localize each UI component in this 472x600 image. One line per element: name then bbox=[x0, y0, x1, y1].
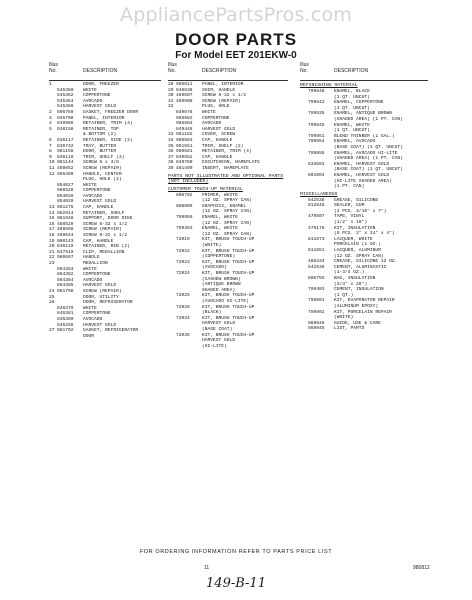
illus-number: 15 bbox=[49, 216, 55, 222]
illus-number: 8 bbox=[49, 149, 52, 155]
part-description: & BOTTOM (2) bbox=[83, 132, 117, 138]
part-number: 981702 bbox=[57, 328, 74, 334]
part-description: DOOR bbox=[83, 333, 95, 339]
part-number: 72034 bbox=[176, 315, 190, 321]
part-number: 72035 bbox=[176, 332, 190, 338]
illus-number: 25 bbox=[49, 294, 55, 300]
part-description: (HI-LITE SHADED AREA) bbox=[334, 178, 392, 184]
part-description: KIT, BRUSH TOUCH-UP bbox=[202, 271, 255, 276]
part-description: LACQUER, WHITE bbox=[334, 236, 373, 242]
part-number: 836742 bbox=[57, 143, 74, 149]
part-description: (SHADED AREA) (1 PT. CAN) bbox=[334, 156, 403, 162]
part-number: 985682 bbox=[176, 115, 193, 121]
part-number: 489852 bbox=[57, 165, 74, 171]
illus-number: 29 bbox=[168, 87, 174, 93]
part-number: 836119 bbox=[57, 244, 74, 250]
part-description: SCREW 6-32 x 1/2 bbox=[83, 221, 128, 227]
model-subtitle: For Model EET 201EKW-0 bbox=[175, 50, 297, 61]
part-number: 545366 bbox=[57, 104, 74, 110]
part-row bbox=[168, 166, 288, 172]
part-description: DOOR, FREEZER bbox=[83, 82, 119, 87]
part-number: 864382 bbox=[57, 272, 74, 278]
part-description: (BASE COAT) bbox=[202, 326, 233, 332]
illus-number: 13 bbox=[49, 205, 55, 211]
part-description: ENAMEL, WHITE bbox=[202, 215, 238, 221]
part-description: KIT, BRUSH TOUCH-UP bbox=[202, 315, 255, 321]
part-description: RETAINER, TOP bbox=[83, 126, 119, 132]
illus-number: 22 bbox=[49, 255, 55, 261]
illus-number: 18 bbox=[49, 233, 55, 239]
part-description: GASKET, FREEZER DOOR bbox=[83, 109, 139, 115]
part-number: 72025 bbox=[176, 293, 190, 299]
part-description: PLUG, HOLE (2) bbox=[83, 177, 122, 183]
part-description: SCREW 6-32 x 1/2 bbox=[202, 93, 247, 99]
part-description: INSERT, NAMEPLATE bbox=[202, 165, 249, 171]
part-number: 864384 bbox=[57, 277, 74, 283]
column-header bbox=[300, 62, 428, 81]
part-description: HARVEST GOLD bbox=[83, 283, 117, 289]
part-number: 980583 bbox=[176, 137, 193, 143]
part-number: 489608 bbox=[176, 98, 193, 104]
part-description: (WHITE) bbox=[334, 315, 354, 321]
part-description: (1 QT. UNCUT) bbox=[334, 105, 370, 111]
part-description: RETAINER, RIB (2) bbox=[83, 244, 130, 250]
part-description: CEMENT, INSULATION bbox=[334, 287, 384, 293]
part-description: (AVOCADO) bbox=[202, 265, 227, 271]
part-number: 846379 bbox=[57, 305, 74, 311]
part-number: 799855 bbox=[308, 150, 325, 156]
part-number: 985611 bbox=[176, 82, 193, 87]
part-number: 849986 bbox=[57, 121, 74, 127]
part-number: 806806 bbox=[176, 203, 193, 209]
part-description: CLIP, MEDALLION bbox=[83, 249, 125, 255]
part-description: AVOCADO bbox=[83, 193, 103, 199]
illus-number: 14 bbox=[49, 210, 55, 216]
part-description: MEDALLION bbox=[83, 261, 108, 266]
part-description: WHITE bbox=[83, 305, 97, 311]
part-description: HANDLE bbox=[83, 255, 100, 261]
part-description: (AVOCADO HI-LITE) bbox=[202, 298, 249, 304]
part-description: RETAINER, SIDE (2) bbox=[83, 137, 133, 143]
illus-number: 34 bbox=[168, 137, 174, 143]
part-number: 799383 bbox=[176, 226, 193, 232]
part-description: ENAMEL, AVOCADO HI-LITE bbox=[334, 150, 398, 156]
part-description: COPPERTONE bbox=[83, 272, 111, 278]
part-number: 864385 bbox=[57, 283, 74, 289]
part-number: 864383 bbox=[57, 266, 74, 272]
part-description: TRIM, SHELF (2) bbox=[202, 143, 244, 149]
part-description: (WHITE) bbox=[202, 243, 222, 249]
part-description: RETAINER, TRIM (4) bbox=[83, 121, 133, 127]
part-description: COPPERTONE bbox=[83, 311, 111, 317]
part-number: 836117 bbox=[57, 137, 74, 143]
illus-number: 19 bbox=[49, 238, 55, 244]
part-description: (CASHEW BROWN) bbox=[202, 276, 241, 282]
part-description: KIT, BRUSH TOUCH-UP bbox=[202, 259, 255, 265]
part-description: (2 PCS. 3/16" x 7") bbox=[334, 208, 387, 214]
part-description: (SHADED AREA) (1 PT. CAN) bbox=[334, 116, 403, 122]
part-number: 938158 bbox=[57, 126, 74, 132]
handwritten-note: 149-B-11 bbox=[206, 576, 266, 591]
part-number: 980581 bbox=[176, 149, 193, 155]
part-description: CAP, HANDLE bbox=[202, 137, 233, 143]
part-number: 799801 bbox=[308, 298, 325, 304]
illus-number: 35 bbox=[168, 143, 174, 149]
header-no: No. bbox=[49, 68, 57, 74]
part-description: CEMENT, ALUMINASTIC bbox=[334, 264, 387, 270]
part-number: 486434 bbox=[308, 259, 325, 265]
part-description: GRAPHICS, ENAMEL bbox=[202, 203, 247, 209]
part-description: ENAMEL, AVOCADO bbox=[334, 139, 376, 145]
illus-number: 6 bbox=[49, 137, 52, 143]
part-number: 988945 bbox=[308, 326, 325, 332]
illus-number: 28 bbox=[168, 82, 174, 87]
part-number: 799845 bbox=[308, 122, 325, 128]
illus-number: 16 bbox=[49, 221, 55, 227]
part-description: KIT, BRUSH TOUCH-UP bbox=[202, 293, 255, 299]
part-number: 981158 bbox=[57, 149, 74, 155]
illus-number: 2 bbox=[49, 109, 52, 115]
part-number: 811851 bbox=[308, 248, 325, 254]
page-title: DOOR PARTS bbox=[174, 30, 298, 49]
part-number: 811873 bbox=[308, 236, 325, 242]
part-description: DOOR, UTILITY bbox=[83, 294, 119, 300]
part-description: SUPPORT, DOOR DIKE bbox=[83, 216, 133, 222]
part-description: DOOR, REFRIGERATOR bbox=[83, 300, 133, 306]
header-illus: Illus bbox=[49, 62, 58, 68]
part-number: 799848 bbox=[308, 89, 325, 94]
part-number: 836118 bbox=[57, 154, 74, 160]
column-header bbox=[49, 62, 161, 81]
part-description: PANEL, INTERIOR bbox=[83, 115, 125, 121]
illus-number: 37 bbox=[168, 154, 174, 160]
illus-number: 4 bbox=[49, 121, 52, 127]
parts-column-2 bbox=[168, 62, 288, 349]
illus-number: 10 bbox=[49, 160, 55, 166]
header-description: DESCRIPTION bbox=[202, 68, 237, 74]
part-description: WHITE bbox=[83, 182, 97, 188]
part-description: SEALER, GUM bbox=[334, 203, 365, 209]
part-number: 981275 bbox=[57, 205, 74, 211]
part-number: 980607 bbox=[57, 255, 74, 261]
part-description: AVOCADO bbox=[83, 316, 103, 322]
part-number: 846381 bbox=[57, 311, 74, 317]
part-description: (HI-LITE) bbox=[202, 343, 227, 349]
part-number: 945708 bbox=[57, 115, 74, 121]
part-number: 896769 bbox=[57, 109, 74, 115]
part-description: KIT, BRUSH TOUCH-UP bbox=[202, 248, 255, 254]
header-description: DESCRIPTION bbox=[83, 68, 118, 74]
illus-number: 26 bbox=[49, 300, 55, 306]
part-description: COVER, SCREW bbox=[202, 132, 236, 138]
part-description: SCREW (REPAIR) bbox=[83, 288, 122, 294]
part-number: 854027 bbox=[57, 182, 74, 188]
part-description: (12 OZ. SPRAY CAN) bbox=[202, 231, 252, 237]
illus-number: 24 bbox=[49, 288, 55, 294]
part-description: (3/4" x 28") bbox=[334, 281, 368, 287]
part-description: ENAMEL, WHITE bbox=[202, 226, 238, 232]
part-description: HARVEST GOLD bbox=[83, 199, 117, 205]
illus-number: 30 bbox=[168, 93, 174, 99]
part-description: KIT, INSULATION bbox=[334, 225, 376, 231]
part-description: SHADED AREA) bbox=[202, 287, 236, 293]
part-description: COPPERTONE bbox=[83, 93, 111, 99]
part-description: CAP, HANDLE bbox=[202, 154, 233, 160]
part-number: 481499 bbox=[176, 165, 193, 171]
part-description: TRIM, SHELF (3) bbox=[83, 154, 125, 160]
part-description: (ANTIQUE BROWN bbox=[202, 282, 241, 288]
part-row bbox=[300, 326, 428, 332]
illus-number: 20 bbox=[49, 244, 55, 250]
part-description: PANEL, INTERIOR bbox=[202, 82, 244, 87]
part-number: 489644 bbox=[57, 233, 74, 239]
part-number: 479176 bbox=[308, 225, 325, 231]
part-number: 981948 bbox=[57, 216, 74, 222]
part-description: PORCELAIN (1 OZ.) bbox=[334, 242, 381, 248]
part-row bbox=[300, 184, 428, 190]
part-number: 799935 bbox=[308, 111, 325, 117]
part-number: 72024 bbox=[176, 271, 190, 276]
part-description: KIT, EVAPORATOR REPAIR bbox=[334, 298, 395, 304]
part-number: 981551 bbox=[176, 143, 193, 149]
illus-number: 9 bbox=[49, 154, 52, 160]
part-description: LACQUER, ALUMINUM bbox=[334, 248, 381, 254]
header-illus: Illus bbox=[168, 62, 177, 68]
part-number: 849780 bbox=[176, 160, 193, 166]
illus-number: 39 bbox=[168, 165, 174, 171]
part-number: 986499 bbox=[57, 171, 74, 177]
part-row bbox=[168, 344, 288, 350]
document-code: 980812 bbox=[413, 565, 430, 571]
part-number: 488529 bbox=[57, 221, 74, 227]
header-illus: Illus bbox=[300, 62, 309, 68]
part-description: SCREW 6 x 3/8 bbox=[83, 160, 119, 166]
part-number: 986528 bbox=[57, 188, 74, 194]
part-number: 545364 bbox=[57, 98, 74, 104]
part-number: 854028 bbox=[57, 193, 74, 199]
part-number: 849445 bbox=[176, 126, 193, 132]
part-description: KIT, PORCELAIN REPAIR bbox=[334, 309, 392, 315]
part-row bbox=[49, 334, 161, 340]
section-title: CUSTOMER TOUCH-UP MATERIAL bbox=[168, 186, 243, 192]
part-description: KIT, BRUSH TOUCH-UP bbox=[202, 332, 255, 338]
section-title: MISCELLANEOUS bbox=[300, 191, 338, 197]
part-description: GUIDE, USE & CARE bbox=[334, 320, 381, 326]
part-description: WHITE bbox=[202, 109, 216, 115]
part-number: 846638 bbox=[176, 87, 193, 93]
part-description: (1 QT. UNCUT) bbox=[334, 128, 370, 134]
illus-number: 23 bbox=[49, 261, 55, 266]
illus-number: 12 bbox=[49, 171, 55, 177]
part-description: ENAMEL, HARVEST GOLD bbox=[334, 161, 390, 167]
part-description: HANDLE, CENTER bbox=[83, 171, 122, 177]
part-number: 542639 bbox=[308, 264, 325, 270]
header-no: No. bbox=[300, 68, 308, 74]
part-number: 982914 bbox=[57, 210, 74, 216]
part-description: (5 PCS. 3" x 24" x 4") bbox=[334, 231, 395, 237]
part-number: 542538 bbox=[308, 197, 325, 203]
part-description: HARVEST GOLD bbox=[202, 338, 236, 344]
part-number: 72019 bbox=[176, 237, 190, 243]
part-number: 833503 bbox=[308, 161, 325, 167]
part-number: 981798 bbox=[57, 288, 74, 294]
part-description: (1 QT. UNCUT) bbox=[334, 94, 370, 100]
part-description: TRAY, BUTTER bbox=[83, 143, 117, 149]
illus-number: 38 bbox=[168, 160, 174, 166]
part-number: 980143 bbox=[57, 238, 74, 244]
part-description: RETAINER, SHELF bbox=[83, 210, 125, 216]
part-description: (12 OZ. SPRAY CAN) bbox=[334, 253, 384, 259]
part-number: 812648 bbox=[308, 203, 325, 209]
parts-column-3 bbox=[300, 62, 428, 332]
part-number: 988848 bbox=[308, 320, 325, 326]
illus-number: 27 bbox=[49, 328, 55, 334]
part-number: 489588 bbox=[57, 227, 74, 233]
part-description: SHIM, HANDLE bbox=[202, 87, 236, 93]
part-description: (ALUMINUM EPOXY) bbox=[334, 303, 379, 309]
part-description: SCREW (REPAIR) bbox=[83, 227, 122, 233]
part-description: ENAMEL, ANTIQUE BROWN bbox=[334, 111, 392, 117]
part-description: BAG, INSULATION bbox=[334, 276, 376, 281]
part-number: 846380 bbox=[57, 316, 74, 322]
part-description: COPPERTONE bbox=[202, 115, 230, 121]
part-number: 981182 bbox=[176, 132, 193, 138]
part-number: 479507 bbox=[308, 214, 325, 220]
illus-number: 17 bbox=[49, 227, 55, 233]
part-number: 799959 bbox=[176, 215, 193, 221]
illus-number: 21 bbox=[49, 249, 55, 255]
part-number: 799851 bbox=[308, 133, 325, 139]
part-description: ENAMEL, HARVEST GOLD bbox=[334, 172, 390, 178]
part-description: ENAMEL, COPPERTONE bbox=[334, 100, 384, 106]
section-title: REFINISHING MATERIAL bbox=[300, 83, 358, 88]
part-description: (1 PT. CAN) bbox=[334, 184, 365, 190]
header-description: DESCRIPTION bbox=[334, 68, 369, 74]
part-description: CREASE, SILICONE 12 OZ. bbox=[334, 259, 398, 265]
part-description: GREASE, SILICONE bbox=[334, 197, 379, 203]
part-number: 981144 bbox=[57, 160, 74, 166]
illus-number: 1 bbox=[49, 82, 52, 87]
part-number: 849678 bbox=[176, 109, 193, 115]
part-description: TAPE, VINYL bbox=[334, 214, 365, 220]
illus-number: 33 bbox=[168, 132, 174, 138]
part-number: 489607 bbox=[176, 93, 193, 99]
part-description: SCREW 8-32 x 1/2 bbox=[83, 233, 128, 239]
part-description: HARVEST GOLD bbox=[202, 321, 236, 327]
part-number: 606755 bbox=[308, 276, 325, 281]
part-description: PRIMER, WHITE bbox=[202, 192, 238, 198]
part-description: (12 OZ. SPRAY CAN) bbox=[202, 198, 252, 204]
part-description: SCREW (REPAIR) bbox=[202, 98, 241, 104]
part-description: DOOR, BUTTER bbox=[83, 149, 117, 155]
part-number: 849552 bbox=[176, 154, 193, 160]
parts-column-1 bbox=[49, 62, 161, 339]
part-description: BLEND THINNER (1 GAL.) bbox=[334, 133, 395, 139]
part-number: 846256 bbox=[57, 322, 74, 328]
part-description: (BASE COAT) (1 QT. UNCUT) bbox=[334, 144, 403, 150]
part-description: (1-3/4 OZ.) bbox=[334, 270, 365, 276]
part-description: WHITE bbox=[83, 266, 97, 272]
part-number: 799854 bbox=[308, 139, 325, 145]
part-number: 799403 bbox=[308, 287, 325, 293]
part-number: 801004 bbox=[308, 172, 325, 178]
part-number: 847519 bbox=[57, 249, 74, 255]
part-description: COPPERTONE bbox=[83, 188, 111, 194]
header-no: No. bbox=[168, 68, 176, 74]
illus-number: 5 bbox=[49, 126, 52, 132]
part-description: (12 OZ. SPRAY CAN) bbox=[202, 220, 252, 226]
part-number: 985683 bbox=[176, 121, 193, 127]
part-description: KIT, BRUSH TOUCH-UP bbox=[202, 304, 255, 310]
page-number: 11 bbox=[204, 565, 210, 571]
part-number: 545360 bbox=[57, 87, 74, 93]
part-description: (1/2" x 10") bbox=[334, 220, 368, 226]
column-header bbox=[168, 62, 288, 81]
part-description: KIT, BRUSH TOUCH-UP bbox=[202, 237, 255, 243]
part-description: RETAINER, TRIM (4) bbox=[202, 149, 252, 155]
part-description: SCREW (REPAIR) bbox=[83, 165, 122, 171]
part-description: (COPPERTONE) bbox=[202, 254, 236, 260]
part-number: 806702 bbox=[176, 192, 193, 198]
ordering-footer: FOR ORDERING INFORMATION REFER TO PARTS PRICE LIST bbox=[139, 549, 333, 555]
part-number: 799842 bbox=[308, 100, 325, 106]
part-description: AVOCADO bbox=[202, 121, 222, 127]
part-description: PLUG, HOLE bbox=[202, 104, 230, 110]
part-description: HARVEST GOLD bbox=[202, 126, 236, 132]
part-description: (BASE COAT) (1 QT. UNCUT) bbox=[334, 167, 403, 173]
part-description: AVOCADO bbox=[83, 98, 103, 104]
part-description: WHITE bbox=[83, 87, 97, 93]
part-description: (BLACK) bbox=[202, 310, 222, 316]
illus-number: 31 bbox=[168, 98, 174, 104]
part-description: CAP, HANDLE bbox=[83, 205, 114, 211]
part-number: 72026 bbox=[176, 304, 190, 310]
part-number: 72022 bbox=[176, 248, 190, 254]
optional-parts-note: PARTS NOT ILLUSTRATED AND OPTIONAL PARTS (NOT INCLUDED) bbox=[168, 173, 284, 185]
part-description: (12 OZ. SPRAY CAN) bbox=[202, 209, 252, 215]
part-number: 799802 bbox=[308, 309, 325, 315]
part-description: ESCUTCHEON, NAMEPLATE bbox=[202, 160, 260, 166]
illus-number: 32 bbox=[168, 104, 174, 110]
part-description: AVOCADO bbox=[83, 277, 103, 283]
part-description: HARVEST GOLD bbox=[83, 322, 117, 328]
part-number: 72023 bbox=[176, 259, 190, 265]
part-description: GASKET, REFRIGERATOR bbox=[83, 328, 139, 334]
part-description: HARVEST GOLD bbox=[83, 104, 117, 110]
illus-number: 7 bbox=[49, 143, 52, 149]
illus-number: 11 bbox=[49, 165, 55, 171]
illus-number: 36 bbox=[168, 149, 174, 155]
part-number: 545362 bbox=[57, 93, 74, 99]
part-description: (1 QT.) bbox=[334, 292, 354, 298]
watermark: AppliancePartsPros.com bbox=[120, 4, 352, 26]
part-number: 854029 bbox=[57, 199, 74, 205]
part-description: CAP, HANDLE bbox=[83, 238, 114, 244]
part-description: LIST, PARTS bbox=[334, 326, 365, 332]
part-description: ENAMEL, BLACK bbox=[334, 89, 370, 94]
illus-number: 3 bbox=[49, 115, 52, 121]
part-description: ENAMEL, WHITE bbox=[334, 122, 370, 128]
